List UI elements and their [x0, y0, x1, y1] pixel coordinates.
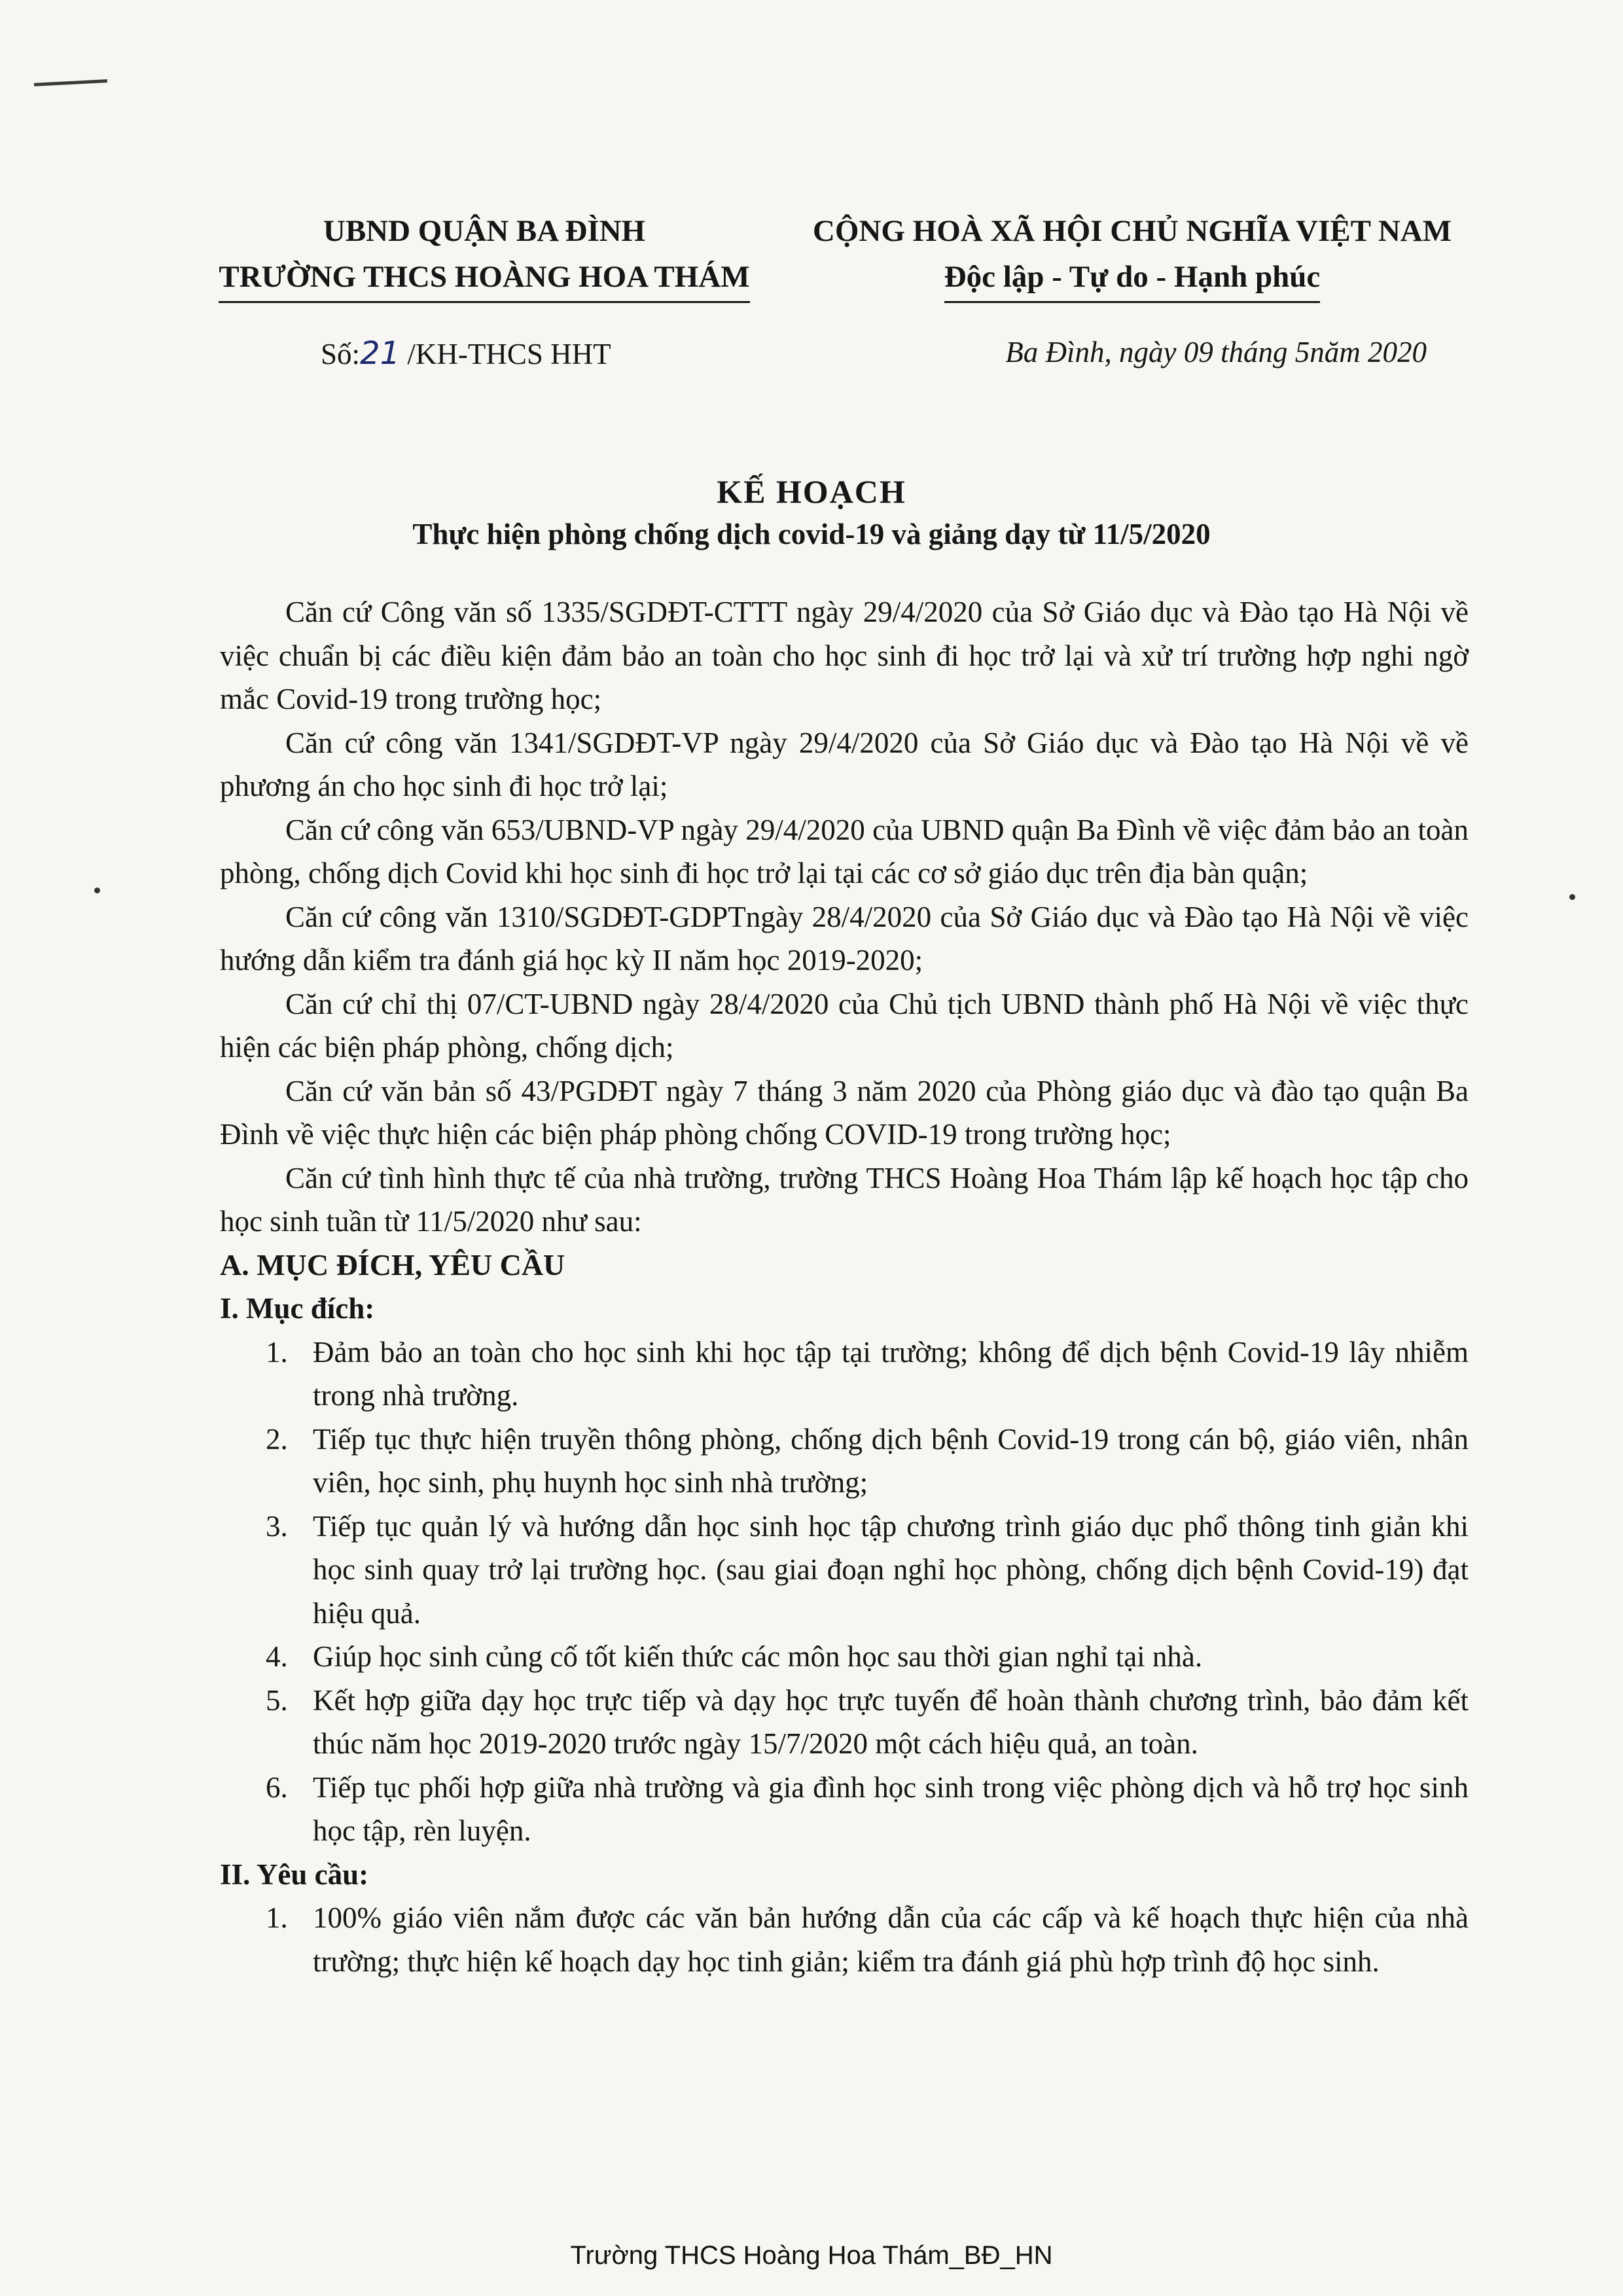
legal-basis-paragraph: Căn cứ chỉ thị 07/CT-UBND ngày 28/4/2020 của Chủ tịch UBND thành phố Hà Nội về việc thực hiện các biện pháp phòng, chống dịch; — [220, 987, 1469, 1064]
list-item: 5. Kết hợp giữa dạy học trực tiếp và dạy học trực tuyến để hoàn thành chương trình, bảo đảm kết thúc năm học 2019-2020 trước ngày 15/7/2020 một cách hiệu quả, an toàn. — [266, 1683, 1469, 1760]
section-heading-a: A. MỤC ĐÍCH, YÊU CẦU — [220, 1247, 565, 1282]
scan-speck — [1569, 894, 1575, 900]
scan-speck — [94, 888, 100, 893]
legal-basis-paragraph: Căn cứ văn bản số 43/PGDĐT ngày 7 tháng 3 năm 2020 của Phòng giáo dục và đào tạo quận Ba Đình về việc thực hiện các biện pháp phòng chống COVID-19 trong trường học; — [220, 1074, 1469, 1151]
list-item: 6. Tiếp tục phối hợp giữa nhà trường và gia đình học sinh trong việc phòng dịch và hỗ trợ học sinh học tập, rèn luyện. — [266, 1770, 1469, 1847]
preamble — [220, 590, 1469, 1244]
list-item: 1. Đảm bảo an toàn cho học sinh khi học tập tại trường; không để dịch bệnh Covid-19 lây nhiễm trong nhà trường. — [266, 1335, 1469, 1412]
legal-basis-paragraph: Căn cứ công văn 1341/SGDĐT-VP ngày 29/4/2020 của Sở Giáo dục và Đào tạo Hà Nội về về phương án cho học sinh đi học trở lại; — [220, 726, 1469, 802]
legal-basis-paragraph: Căn cứ công văn 653/UBND-VP ngày 29/4/2020 của UBND quận Ba Đình về việc đảm bảo an toàn phòng, chống dịch Covid khi học sinh đi học trở lại tại các cơ sở giáo dục trên địa bàn quận; — [220, 813, 1469, 889]
list-item: 1. 100% giáo viên nắm được các văn bản hướng dẫn của các cấp và kế hoạch thực hiện của nhà trường; thực hiện kế hoạch dạy học tinh giản; kiểm tra đánh giá phù hợp trình độ học sinh. — [266, 1901, 1469, 1978]
pen-mark — [34, 79, 107, 86]
place-date: Ba Đình, ngày 09 tháng 5năm 2020 — [1005, 336, 1427, 368]
country-name: CỘNG HOÀ XÃ HỘI CHỦ NGHĨA VIỆT NAM — [812, 214, 1452, 248]
subsection-heading-requirements: II. Yêu cầu: — [220, 1857, 369, 1891]
list-item: 2. Tiếp tục thực hiện truyền thông phòng, chống dịch bệnh Covid-19 trong cán bộ, giáo viên, nhân viên, học sinh, phụ huynh học sinh nhà trường; — [266, 1422, 1469, 1499]
document-number: Số:21 /KH-THCS HHT — [321, 335, 611, 372]
list-item: 3. Tiếp tục quản lý và hướng dẫn học sinh học tập chương trình giáo dục phổ thông tinh giản khi học sinh quay trở lại trường học. (sau giai đoạn nghỉ học phòng, chống dịch bệnh Covid-19) đạt hiệu quả. — [266, 1509, 1469, 1630]
list-item: 4. Giúp học sinh củng cố tốt kiến thức các môn học sau thời gian nghỉ tại nhà. — [266, 1640, 1203, 1673]
requirements-list — [220, 1896, 1469, 1983]
subsection-heading-purpose: I. Mục đích: — [220, 1292, 375, 1325]
national-motto-block — [785, 208, 1479, 303]
issuer-school: TRƯỜNG THCS HOÀNG HOA THÁM — [219, 254, 749, 303]
legal-basis-paragraph: Căn cứ tình hình thực tế của nhà trường, trường THCS Hoàng Hoa Thám lập kế hoạch học tập cho học sinh tuần từ 11/5/2020 như sau: — [220, 1161, 1469, 1238]
document-subtitle: Thực hiện phòng chống dịch covid-19 và giảng dạy từ 11/5/2020 — [412, 518, 1211, 550]
motto: Độc lập - Tự do - Hạnh phúc — [944, 254, 1321, 303]
handwritten-number: 21 — [360, 335, 401, 372]
issuer-district: UBND QUẬN BA ĐÌNH — [323, 214, 646, 248]
document-body — [220, 590, 1469, 1983]
document-title: KẾ HOẠCH — [717, 473, 906, 510]
issuer-block — [216, 208, 753, 303]
legal-basis-paragraph: Căn cứ công văn 1310/SGDĐT-GDPTngày 28/4/2020 của Sở Giáo dục và Đào tạo Hà Nội về việc hướng dẫn kiểm tra đánh giá học kỳ II năm học 2019-2020; — [220, 900, 1469, 977]
purpose-list — [220, 1331, 1469, 1853]
page-footer: Trường THCS Hoàng Hoa Thám_BĐ_HN — [570, 2241, 1053, 2270]
legal-basis-paragraph: Căn cứ Công văn số 1335/SGDĐT-CTTT ngày 29/4/2020 của Sở Giáo dục và Đào tạo Hà Nội về việc chuẩn bị các điều kiện đảm bảo an toàn cho học sinh đi học trở lại và xử trí trường hợp nghi ngờ mắc Covid-19 trong trường học; — [220, 596, 1469, 715]
